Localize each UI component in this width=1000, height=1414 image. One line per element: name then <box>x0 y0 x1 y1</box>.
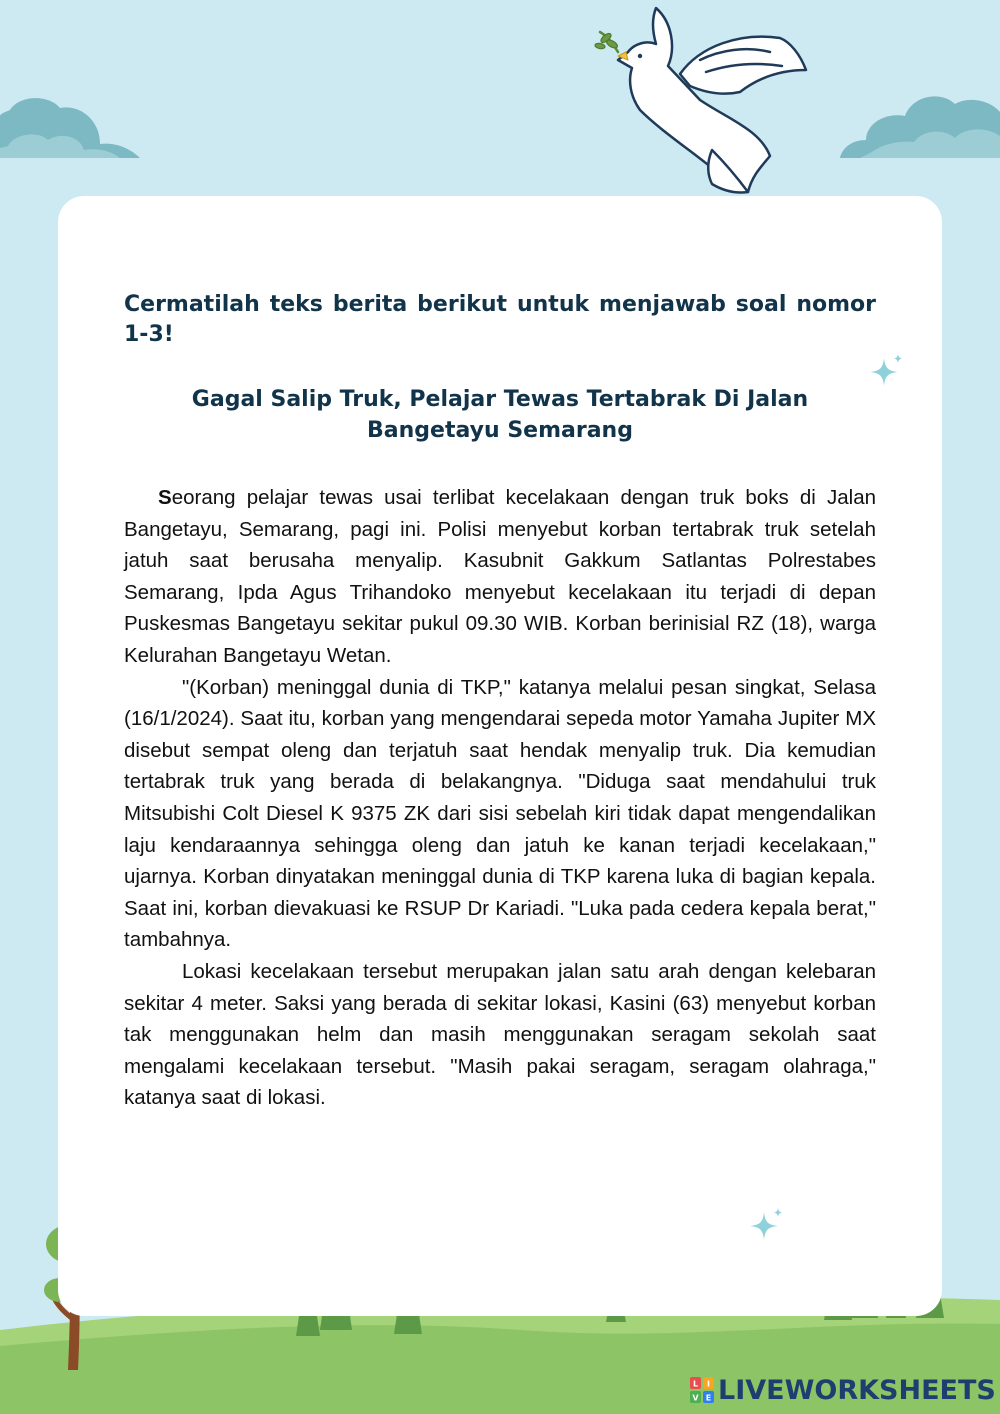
badge-letter: E <box>705 1393 712 1403</box>
sparkle-icon <box>746 1206 786 1246</box>
first-letter: S <box>158 486 172 509</box>
liveworksheets-badge-icon <box>690 1377 714 1403</box>
badge-letter: L <box>692 1379 699 1389</box>
cloud-icon-left <box>0 98 140 158</box>
article-title: Gagal Salip Truk, Pelajar Tewas Tertabrak Di Jalan Bangetayu Semarang <box>191 387 809 443</box>
article-paragraph-3: Lokasi kecelakaan tersebut merupakan jalan satu arah dengan kelebaran sekitar 4 meter. Saksi yang berada di sekitar lokasi, Kasini (63) menyebut korban tak menggunakan helm dan masih menggunakan seragam sekolah saat mengalami kecelakaan tersebut. "Masih pakai seragam, seragam olahraga," katanya saat di lokasi. <box>124 959 876 1110</box>
instruction-text: Cermatilah teks berita berikut untuk menjawab soal nomor 1-3! <box>124 292 876 347</box>
badge-letter: I <box>707 1379 710 1389</box>
paragraph-1-text: eorang pelajar tewas usai terlibat kecelakaan dengan truk boks di Jalan Bangetayu, Semarang, pagi ini. Polisi menyebut korban tertabrak truk setelah jatuh saat berusaha menyalip. Kasubnit Gakkum Satlantas Polrestabes Semarang, Ipda Agus Trihandoko menyebut kecelakaan itu terjadi di depan Puskesmas Bangetayu sekitar pukul 09.30 WIB. Korban berinisial RZ (18), warga Kelurahan Bangetayu Wetan. <box>124 486 876 667</box>
dove-with-olive-branch-icon <box>595 8 806 193</box>
badge-letter: V <box>692 1393 699 1403</box>
article-paragraph-2: "(Korban) meninggal dunia di TKP," katanya melalui pesan singkat, Selasa (16/1/2024). Saat itu, korban yang mengendarai sepeda motor Yamaha Jupiter MX disebut sempat oleng dan terjatuh saat hendak menyalip truk. Dia kemudian tertabrak truk yang berada di belakangnya. "Diduga saat mendahului truk Mitsubishi Colt Diesel K 9375 ZK dari sisi sebelah kiri tidak dapat mengendalikan laju kendaraannya sehingga oleng dan jatuh ke kanan terjadi kecelakaan," ujarnya. Korban dinyatakan meninggal dunia di TKP karena luka di bagian kepala. Saat ini, korban dievakuasi ke RSUP Dr Kariadi. "Luka pada cedera kepala berat," tambahnya. <box>124 675 876 952</box>
logo-text[interactable]: LIVEWORKSHEETS <box>718 1374 996 1406</box>
cloud-icon-right <box>840 96 1000 158</box>
worksheet-content <box>124 290 876 1114</box>
article-paragraph-1 <box>124 482 876 672</box>
liveworksheets-logo <box>690 1372 996 1408</box>
